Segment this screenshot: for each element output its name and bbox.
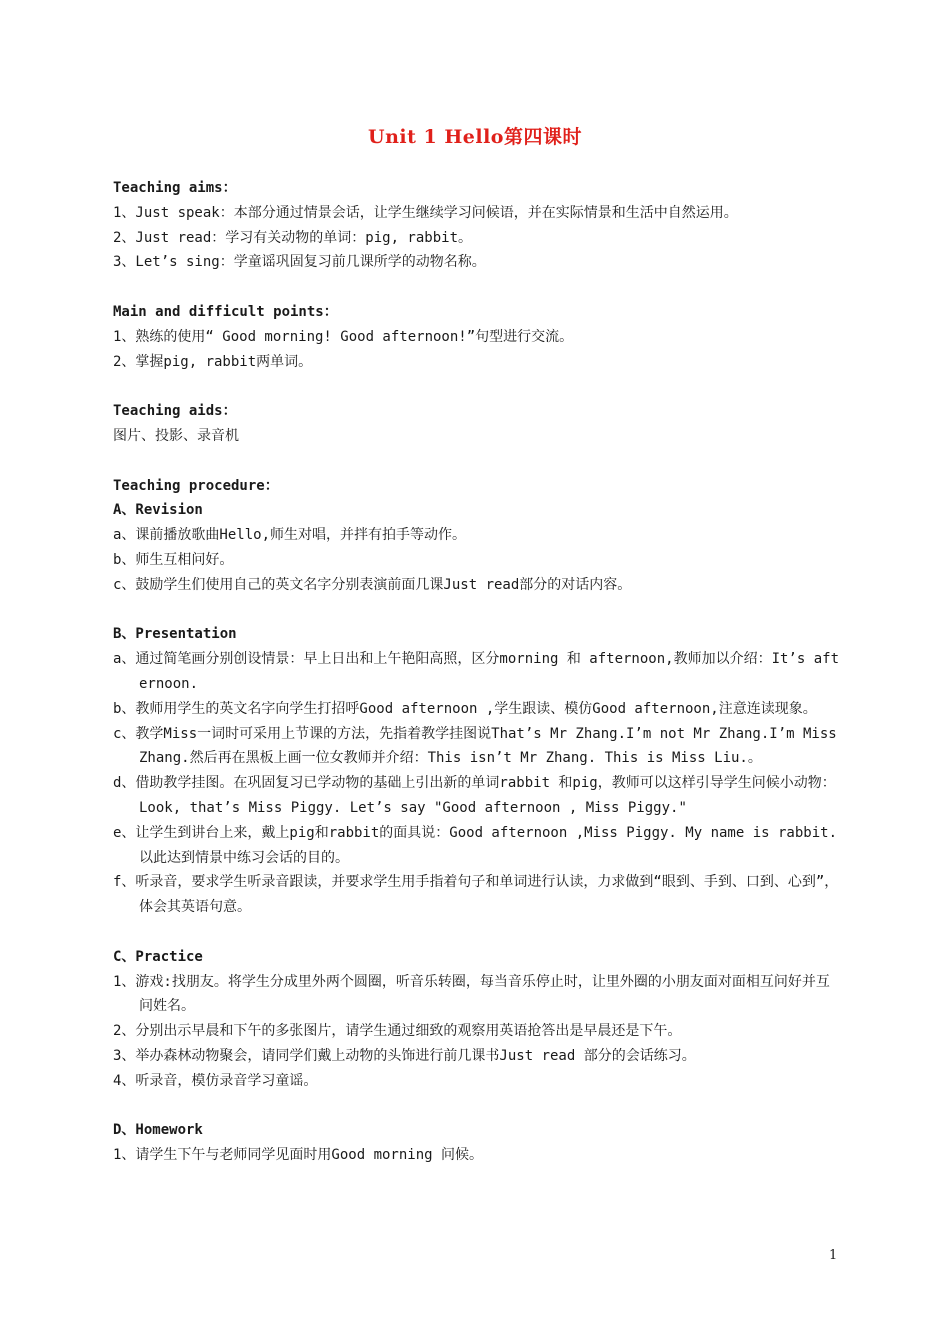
revision-section [113,474,843,598]
main-points-heading: Main and difficult points： [113,303,338,320]
homework-section [113,1118,843,1168]
presentation-heading: B、Presentation [113,626,237,643]
revision-item: c、鼓励学生们使用自己的英文名字分别表演前面几课Just read部分的对话内容。 [113,576,632,593]
teaching-procedure-heading: Teaching procedure： [113,477,279,494]
presentation-item: d、借助教学挂图。在巩固复习已学动物的基础上引出新的单词rabbit 和pig，教师可以这样引导学生问候小动物：Look, that’s Miss Piggy. Let’s say "Good afternoon , Miss Piggy." [113,775,836,816]
revision-item: a、课前播放歌曲Hello,师生对唱，并拌有拍手等动作。 [113,527,466,544]
aim-item: 2、Just read：学习有关动物的单词：pig, rabbit。 [113,229,473,246]
point-item: 1、熟练的使用“ Good morning! Good afternoon!”句型进行交流。 [113,328,574,345]
practice-item: 2、分别出示早晨和下午的多张图片，请学生通过细致的观察用英语抢答出是早晨还是下午。 [113,1023,682,1040]
teaching-aims-heading: Teaching aims： [113,180,237,196]
point-item: 2、掌握pig, rabbit两单词。 [113,353,313,370]
homework-item: 1、请学生下午与老师同学见面时用Good morning 问候。 [113,1147,484,1164]
teaching-aids-heading: Teaching aids： [113,403,237,420]
aim-item: 3、Let’s sing：学童谣巩固复习前几课所学的动物名称。 [113,254,486,271]
practice-heading: C、Practice [113,948,203,965]
page-number: 1 [829,1248,838,1263]
practice-section [113,945,843,1094]
practice-item: 1、游戏:找朋友。将学生分成里外两个圆圈，听音乐转圈，每当音乐停止时，让里外圈的小朋友面对面相互问好并互问姓名。 [113,973,830,1015]
aids-item: 图片、投影、录音机 [113,427,239,444]
presentation-item: a、通过简笔画分别创设情景：早上日出和上午艳阳高照，区分morning 和 afternoon,教师加以介绍：It’s afternoon. [113,651,840,692]
teaching-aids-section [113,399,843,449]
practice-item: 4、听录音，模仿录音学习童谣。 [113,1072,318,1089]
presentation-item: b、教师用学生的英文名字向学生打招呼Good afternoon ,学生跟读、模仿Good afternoon,注意连读现象。 [113,700,817,717]
practice-item: 3、举办森林动物聚会，请同学们戴上动物的头饰进行前几课书Just read 部分的会话练习。 [113,1047,696,1064]
teaching-aims-section [113,176,843,275]
main-points-section [113,300,843,374]
document-title: Unit 1 Hello第四课时 [368,126,582,148]
presentation-section [113,622,843,920]
presentation-item: c、教学Miss一词时可采用上节课的方法，先指着教学挂图说That’s Mr Zhang.I’m not Mr Zhang.I’m Miss Zhang.然后再在黑板上画一位女教师并介绍：This isn’t Mr Zhang. This is Miss Liu.。 [113,725,837,767]
document-body [113,176,843,1193]
homework-heading: D、Homework [113,1122,203,1139]
revision-item: b、师生互相问好。 [113,551,234,568]
presentation-item: e、让学生到讲台上来，戴上pig和rabbit的面具说：Good afternoon ,Miss Piggy. My name is rabbit.以此达到情景中练习会话的目的。 [113,824,838,866]
revision-heading: A、Revision [113,502,203,519]
presentation-item: f、听录音，要求学生听录音跟读，并要求学生用手指着句子和单词进行认读，力求做到“眼到、手到、口到、心到”，体会其英语句意。 [113,874,839,916]
aim-item: 1、Just speak：本部分通过情景会话，让学生继续学习问候语，并在实际情景和生活中自然运用。 [113,204,738,221]
